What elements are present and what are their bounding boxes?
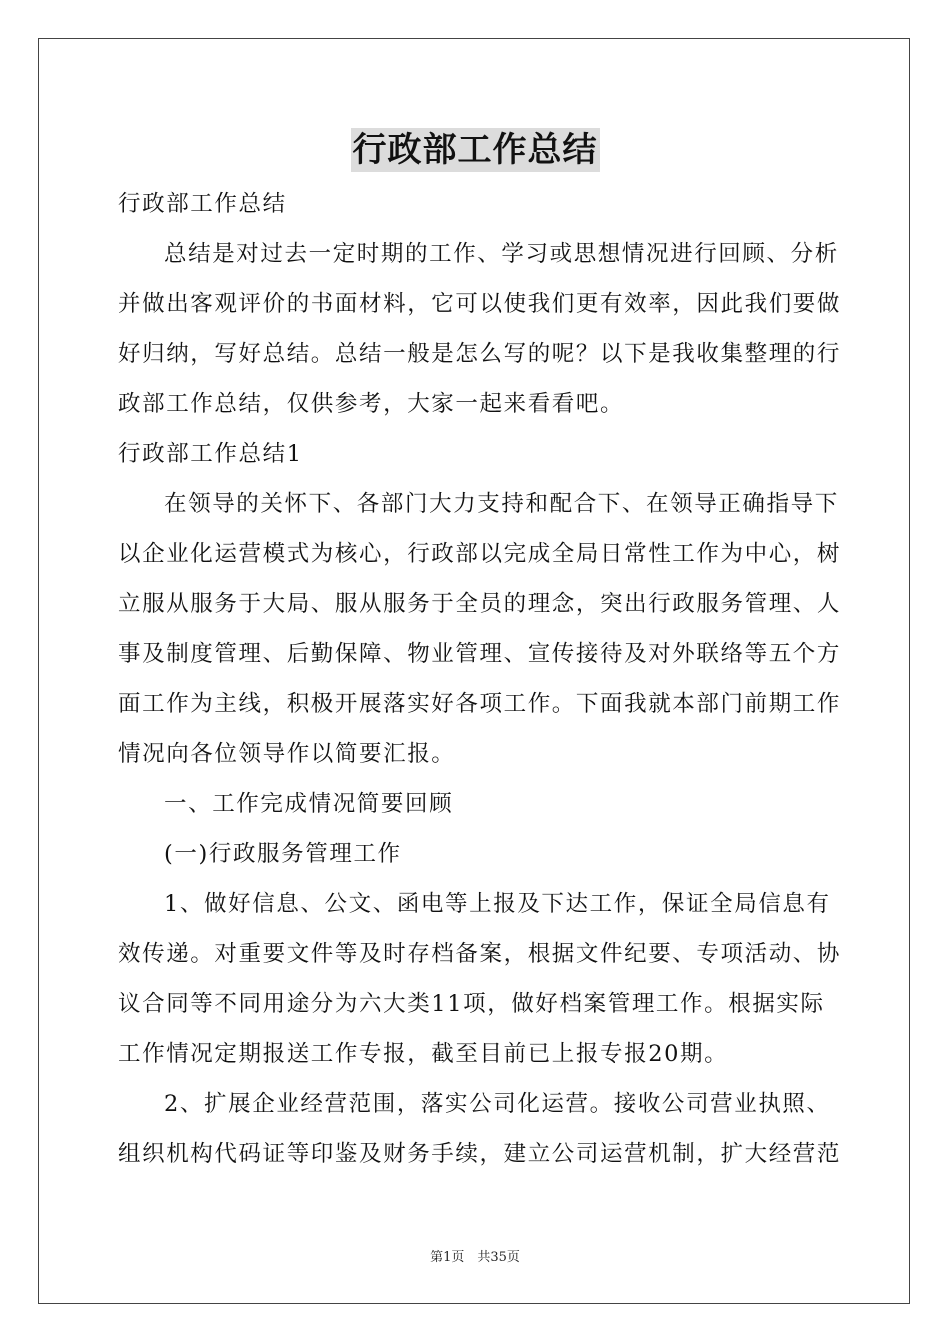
text-line: 立服从服务于大局、服从服务于全员的理念，突出行政服务管理、人	[118, 591, 842, 617]
text-line: 效传递。对重要文件等及时存档备案，根据文件纪要、专项活动、协	[118, 941, 842, 967]
text-line: 工作情况定期报送工作专报，截至目前已上报专报20期。	[118, 1041, 729, 1067]
text-line: 面工作为主线，积极开展落实好各项工作。下面我就本部门前期工作	[118, 691, 842, 717]
page-footer: 第1页 共35页	[430, 1250, 520, 1265]
text-line: 总结是对过去一定时期的工作、学习或思想情况进行回顾、分析	[164, 241, 839, 267]
document-title: 行政部工作总结	[352, 130, 598, 170]
text-line: 好归纳，写好总结。总结一般是怎么写的呢？以下是我收集整理的行	[118, 341, 842, 367]
text-line: 政部工作总结，仅供参考，大家一起来看看吧。	[118, 391, 625, 417]
text-line: 在领导的关怀下、各部门大力支持和配合下、在领导正确指导下	[164, 491, 839, 517]
text-line: 议合同等不同用途分为六大类11项，做好档案管理工作。根据实际	[118, 991, 825, 1017]
title-area	[0, 128, 950, 172]
text-line: 事及制度管理、后勤保障、物业管理、宣传接待及对外联络等五个方	[118, 641, 842, 667]
text-line: 组织机构代码证等印鉴及财务手续，建立公司运营机制，扩大经营范	[118, 1141, 842, 1167]
text-line: 并做出客观评价的书面材料，它可以使我们更有效率，因此我们要做	[118, 291, 842, 317]
text-line: 行政部工作总结1	[118, 441, 303, 467]
text-line: (一)行政服务管理工作	[164, 841, 402, 867]
text-line: 一、工作完成情况简要回顾	[164, 791, 454, 817]
text-line: 情况向各位领导作以简要汇报。	[118, 741, 456, 767]
document-body	[118, 179, 842, 1179]
text-line: 以企业化运营模式为核心，行政部以完成全局日常性工作为中心，树	[118, 541, 842, 567]
text-line: 1、做好信息、公文、函电等上报及下达工作，保证全局信息有	[164, 891, 831, 917]
text-line: 2、扩展企业经营范围，落实公司化运营。接收公司营业执照、	[164, 1091, 831, 1117]
text-line: 行政部工作总结	[118, 191, 287, 217]
